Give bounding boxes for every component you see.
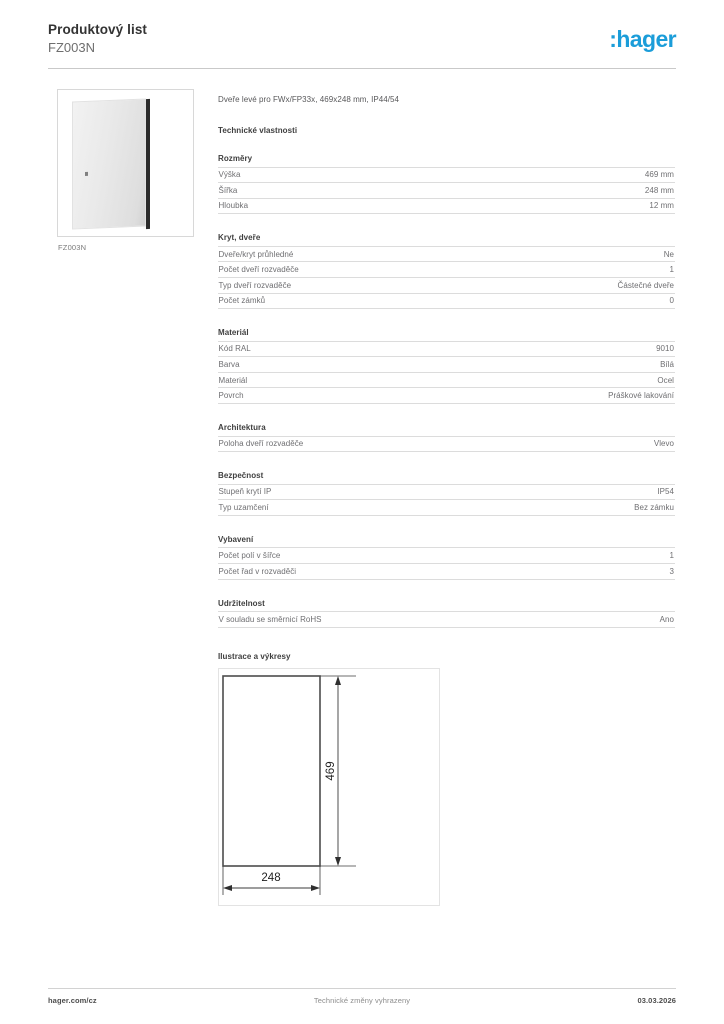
table-row <box>218 293 675 309</box>
spec-table <box>218 547 675 579</box>
table-row <box>218 246 675 262</box>
table-row <box>218 183 675 199</box>
spec-value: 469 mm <box>447 167 676 183</box>
spec-label: Povrch <box>218 388 447 404</box>
footer-date: 03.03.2026 <box>637 996 676 1005</box>
spec-group <box>218 233 675 309</box>
spec-table <box>218 436 675 453</box>
spec-value: Ne <box>447 246 676 262</box>
spec-table <box>218 167 675 215</box>
spec-table <box>218 611 675 628</box>
height-arrow-bottom <box>335 857 341 866</box>
spec-group <box>218 471 675 516</box>
spec-label: Poloha dveří rozvaděče <box>218 436 447 452</box>
width-arrow-right <box>311 885 320 891</box>
spec-group-title: Architektura <box>218 423 266 433</box>
table-row <box>218 388 675 404</box>
spec-label: Počet řad v rozvaděči <box>218 563 447 579</box>
technical-properties-heading: Technické vlastnosti <box>218 126 298 135</box>
spec-value: Bez zámku <box>447 500 676 516</box>
table-row <box>218 612 675 628</box>
product-description: Dveře levé pro FWx/FP33x, 469x248 mm, IP44/54 <box>218 95 399 104</box>
spec-group-title: Kryt, dveře <box>218 233 261 243</box>
table-row <box>218 341 675 357</box>
drawing-svg <box>219 669 439 905</box>
table-row <box>218 484 675 500</box>
product-reference: FZ003N <box>48 40 95 55</box>
table-row <box>218 500 675 516</box>
spec-group <box>218 154 675 214</box>
drawings-section <box>218 652 675 907</box>
spec-value: IP54 <box>447 484 676 500</box>
hager-logo: :hager <box>609 26 676 52</box>
spec-label: Typ uzamčení <box>218 500 447 516</box>
table-row <box>218 277 675 293</box>
spec-group-title: Rozměry <box>218 154 253 163</box>
spec-value: Práškové lakování <box>447 388 676 404</box>
spec-value: 248 mm <box>447 183 676 199</box>
spec-value: 9010 <box>447 341 676 357</box>
spec-label: Počet dveří rozvaděče <box>218 262 447 278</box>
product-image-caption: FZ003N <box>58 243 87 252</box>
spec-value: 3 <box>447 563 676 579</box>
main-content <box>218 94 675 906</box>
table-row <box>218 563 675 579</box>
spec-group-title: Bezpečnost <box>218 471 264 481</box>
spec-label: Počet zámků <box>218 293 447 309</box>
spec-label: Šířka <box>218 183 447 199</box>
height-arrow-top <box>335 676 341 685</box>
spec-value: Bílá <box>447 357 676 373</box>
spec-label: V souladu se směrnicí RoHS <box>218 612 447 628</box>
door-outline <box>223 676 320 866</box>
door-latch-icon <box>85 172 88 176</box>
spec-value: 12 mm <box>447 198 676 214</box>
spec-value: Ocel <box>447 372 676 388</box>
spec-value: Ano <box>447 612 676 628</box>
table-row <box>218 262 675 278</box>
footer-website[interactable]: hager.com/cz <box>48 996 97 1005</box>
table-row <box>218 548 675 564</box>
width-arrow-left <box>223 885 232 891</box>
technical-drawing <box>218 668 440 906</box>
spec-label: Typ dveří rozvaděče <box>218 277 447 293</box>
width-label: 248 <box>261 872 281 885</box>
spec-table <box>218 484 675 516</box>
spec-group <box>218 328 675 404</box>
drawings-heading: Ilustrace a výkresy <box>218 651 291 661</box>
spec-label: Hloubka <box>218 198 447 214</box>
product-image <box>57 89 194 237</box>
spec-group-title: Udržitelnost <box>218 598 265 608</box>
spec-table <box>218 246 675 309</box>
table-row <box>218 198 675 214</box>
spec-label: Počet polí v šířce <box>218 548 447 564</box>
spec-value: Částečné dveře <box>447 277 676 293</box>
table-row <box>218 357 675 373</box>
spec-label: Materiál <box>218 372 447 388</box>
spec-value: 0 <box>447 293 676 309</box>
table-row <box>218 372 675 388</box>
spec-table <box>218 341 675 404</box>
spec-value: 1 <box>447 262 676 278</box>
spec-value: Vlevo <box>447 436 676 452</box>
spec-label: Kód RAL <box>218 341 447 357</box>
footer-note: Technické změny vyhrazeny <box>313 996 411 1005</box>
spec-group-title: Materiál <box>218 328 249 338</box>
height-label: 469 <box>325 761 337 781</box>
spec-label: Výška <box>218 167 447 183</box>
page-header <box>48 22 676 68</box>
spec-group <box>218 599 675 628</box>
spec-label: Barva <box>218 357 447 373</box>
page-title: Produktový list <box>48 22 148 37</box>
footer-divider <box>48 988 676 989</box>
door-edge-dark <box>146 99 150 229</box>
spec-label: Stupeň krytí IP <box>218 484 447 500</box>
header-divider <box>48 68 676 69</box>
page-footer <box>48 996 676 1010</box>
spec-group-title: Vybavení <box>218 534 254 544</box>
table-row <box>218 167 675 183</box>
spec-groups <box>218 154 675 628</box>
spec-group <box>218 423 675 452</box>
spec-value: 1 <box>447 548 676 564</box>
table-row <box>218 436 675 452</box>
door-panel <box>72 98 146 229</box>
spec-label: Dveře/kryt průhledné <box>218 246 447 262</box>
spec-group <box>218 535 675 580</box>
